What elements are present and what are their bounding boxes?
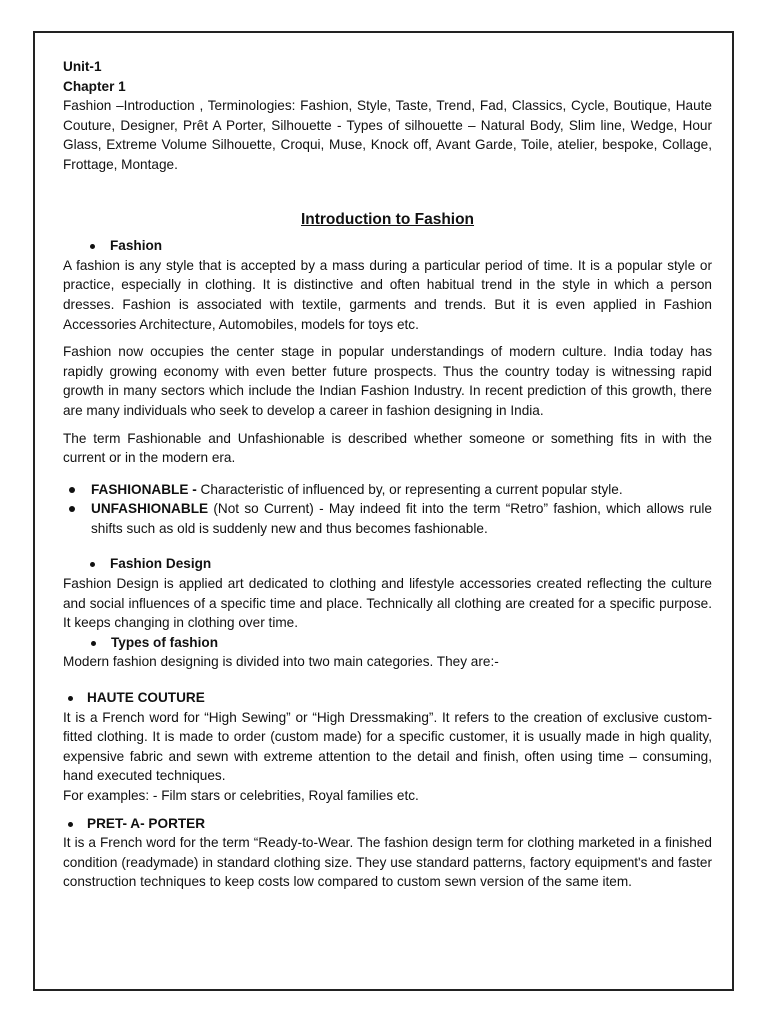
fashion-para-3: The term Fashionable and Unfashionable is described whether someone or something fits in with the current or in the modern era. bbox=[63, 430, 712, 466]
definition-unfashionable bbox=[63, 499, 712, 538]
chapter-label: Chapter 1 bbox=[63, 78, 126, 94]
definition-term: UNFASHIONABLE bbox=[91, 501, 209, 517]
types-of-fashion-para: Modern fashion designing is divided into two main categories. They are:- bbox=[63, 654, 499, 670]
definition-list bbox=[63, 480, 712, 539]
definition-term: FASHIONABLE - bbox=[91, 481, 201, 497]
haute-couture-examples: For examples: - Film stars or celebrities, Royal families etc. bbox=[63, 788, 419, 803]
pret-a-porter-para: It is a French word for the term “Ready-to-Wear. The fashion design term for clothing marketed in a finished condition (readymade) in standard clothing size. They use standard patterns, factory equipment's and faster construction techniques to keep costs low compared to custom sewn version of the same item. bbox=[63, 835, 712, 890]
document-body bbox=[63, 57, 712, 892]
fashion-para-1: A fashion is any style that is accepted by a mass during a particular period of time. It is a popular style or practice, especially in clothing. It is distinctive and often habitual trend in the style in which a person dresses. Fashion is associated with textile, garments and trends. But it is even applied in Fashion Accessories Architecture, Automobiles, models for toys etc. bbox=[63, 257, 712, 332]
chapter-topics: Fashion –Introduction , Terminologies: Fashion, Style, Taste, Trend, Fad, Classics, Cycle, Boutique, Haute Couture, Designer, Prêt A Porter, Silhouette - Types of silhouette – Natural Body, Slim line, Wedge, Hour Glass, Extreme Volume Silhouette, Croqui, Muse, Knock off, Avant Garde, Toile, atelier, bespoke, Collage, Frottage, Montage. bbox=[63, 98, 712, 172]
fashion-design-para: Fashion Design is applied art dedicated to clothing and lifestyle accessories created reflecting the culture and social influences of a specific time and place. Technically all clothing are created for a specific purpose. It keeps changing in clothing over time. bbox=[63, 576, 712, 631]
fashion-design-heading: Fashion Design bbox=[63, 554, 712, 574]
page-title: Introduction to Fashion bbox=[300, 210, 475, 228]
definition-fashionable bbox=[63, 480, 712, 500]
definition-text: (Not so Current) - May indeed fit into the term “Retro” fashion, which allows rule shifts such as old is suddenly new and thus becomes fashionable. bbox=[91, 501, 712, 536]
types-of-fashion-heading: Types of fashion bbox=[63, 633, 712, 653]
fashion-heading: Fashion bbox=[63, 236, 712, 256]
pret-a-porter-heading: PRET- A- PORTER bbox=[63, 814, 712, 834]
definition-text: Characteristic of influenced by, or representing a current popular style. bbox=[200, 481, 623, 497]
haute-couture-heading: HAUTE COUTURE bbox=[63, 688, 712, 708]
unit-label: Unit-1 bbox=[63, 59, 102, 74]
haute-couture-para: It is a French word for “High Sewing” or “High Dressmaking”. It refers to the creation of exclusive custom-fitted clothing. It is made to order (custom made) for a specific customer, it is usually made in high quality, expensive fabric and sewn with extreme attention to the detail and finish, often using time – consuming, hand executed techniques. bbox=[63, 709, 712, 784]
fashion-para-2: Fashion now occupies the center stage in popular understandings of modern culture. India today has rapidly growing economy with even better future prospects. Thus the country today is witnessing rapid growth in many sectors which include the Indian Fashion Industry. In recent prediction of this growth, there are many individuals who seek to develop a career in fashion designing in India. bbox=[63, 344, 712, 418]
